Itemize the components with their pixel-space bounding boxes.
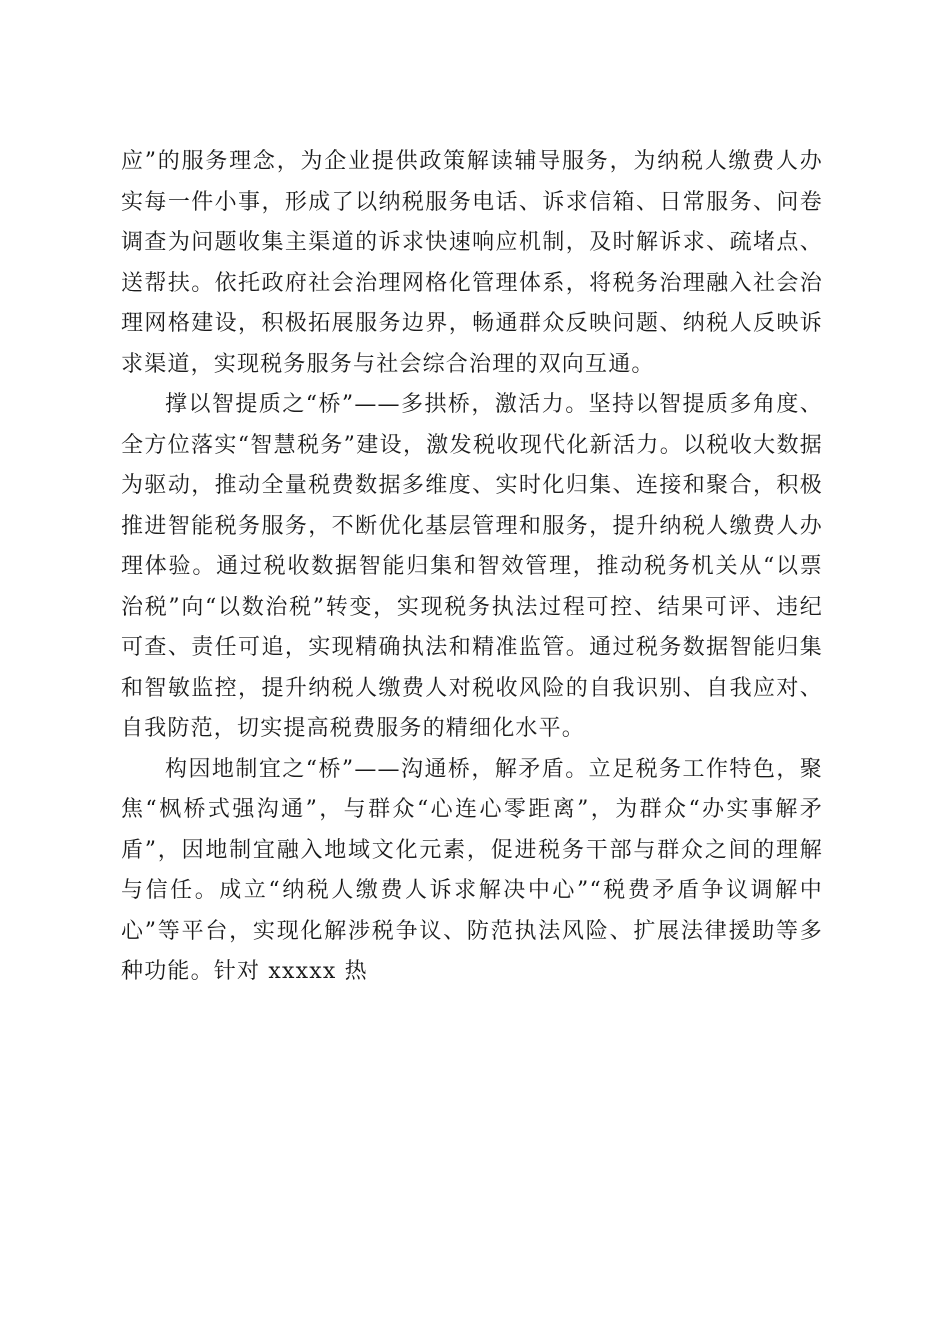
paragraph-local-conditions-bridge: 构因地制宜之“桥”——沟通桥，解矛盾。立足税务工作特色，聚焦“枫桥式强沟通”，与群众“心连心零距离”，为群众“办实事解矛盾”，因地制宜融入地域文化元素，促进税务干部与群众之间的理解与信任。成立“纳税人缴费人诉求解决中心”“税费矛盾争议调解中心”等平台，实现化解涉税争议、防范执法风险、扩展法律援助等多种功能。针对 xxxxx 热 bbox=[121, 756, 823, 984]
paragraph-service-continuation: 应”的服务理念，为企业提供政策解读辅导服务，为纳税人缴费人办实每一件小事，形成了以纳税服务电话、诉求信箱、日常服务、问卷调查为问题收集主渠道的诉求快速响应机制，及时解诉求、疏堵点、送帮扶。依托政府社会治理网格化管理体系，将税务治理融入社会治理网格建设，积极拓展服务边界，畅通群众反映问题、纳税人反映诉求渠道，实现税务服务与社会综合治理的双向互通。 bbox=[121, 149, 823, 377]
document-body bbox=[121, 142, 823, 993]
paragraph-smart-tax-bridge: 撑以智提质之“桥”——多拱桥，激活力。坚持以智提质多角度、全方位落实“智慧税务”建设，激发税收现代化新活力。以税收大数据为驱动，推动全量税费数据多维度、实时化归集、连接和聚合，积极推进智能税务服务，不断优化基层管理和服务，提升纳税人缴费人办理体验。通过税收数据智能归集和智效管理，推动税务机关从“以票治税”向“以数治税”转变，实现税务执法过程可控、结果可评、违纪可查、责任可追，实现精确执法和精准监管。通过税务数据智能归集和智敏监控，提升纳税人缴费人对税收风险的自我识别、自我应对、自我防范，切实提高税费服务的精细化水平。 bbox=[121, 392, 823, 741]
